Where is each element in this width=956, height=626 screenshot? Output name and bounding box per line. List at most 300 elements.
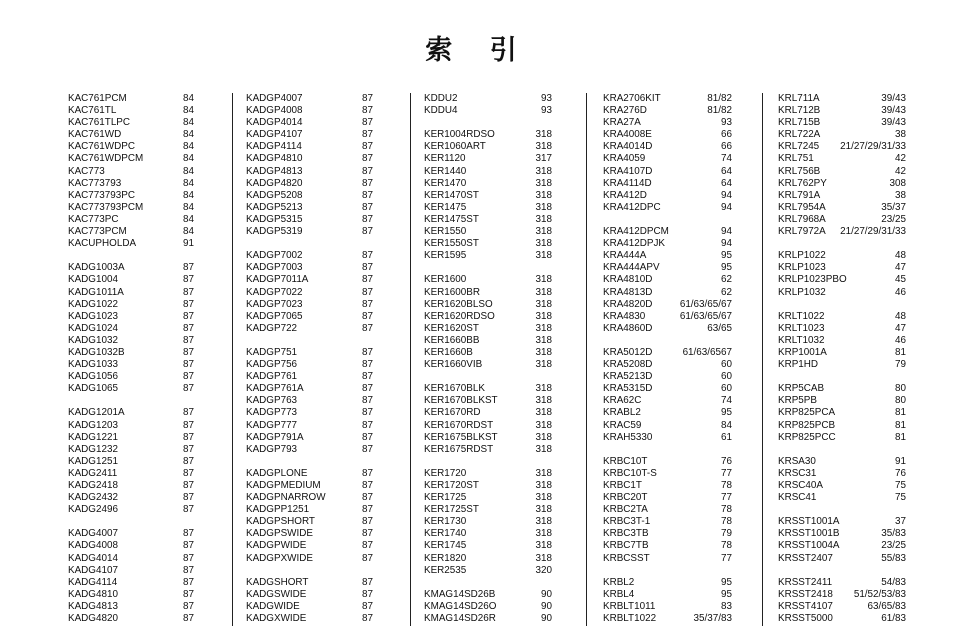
index-entry [603, 540, 732, 552]
index-entry [68, 456, 194, 468]
product-code: KRAC59 [603, 419, 642, 431]
group-spacer [424, 117, 552, 129]
product-code: KRA444A [603, 250, 647, 262]
product-code: KRP5CAB [778, 383, 825, 395]
product-code: KER1660BB [424, 334, 480, 346]
product-code: KAC773793 [68, 177, 122, 189]
page-number: 87 [362, 322, 373, 334]
product-code: KADGP791A [246, 431, 304, 443]
index-entry [603, 311, 732, 323]
index-entry [68, 480, 194, 492]
index-entry [778, 178, 906, 190]
index-entry [603, 250, 732, 262]
page-number: 21/27/29/31/33 [840, 226, 906, 238]
page-number: 94 [721, 238, 732, 250]
product-code: KER1470ST [424, 189, 479, 201]
index-entry [603, 226, 732, 238]
index-entry [246, 250, 373, 262]
page-number: 318 [535, 129, 552, 141]
index-entry [68, 141, 194, 153]
page-number: 84 [721, 419, 732, 431]
index-entry [424, 504, 552, 516]
page-number: 39/43 [881, 117, 906, 129]
product-code: KRA276D [603, 105, 647, 117]
product-code: KRA4820D [603, 298, 653, 310]
page-number: 318 [535, 540, 552, 552]
page-number: 87 [183, 274, 194, 286]
product-code: KER1725 [424, 492, 467, 504]
page-number: 318 [535, 504, 552, 516]
index-entry [778, 105, 906, 117]
page-number: 78 [721, 516, 732, 528]
product-code: KRLT1023 [778, 322, 825, 334]
page-number: 39/43 [881, 105, 906, 117]
page-number: 318 [535, 492, 552, 504]
product-code: KADGP7023 [246, 298, 303, 310]
index-entry [424, 166, 552, 178]
page-number: 87 [362, 576, 373, 588]
product-code: KRA4860D [603, 322, 653, 334]
index-entry [778, 190, 906, 202]
index-entry [778, 395, 906, 407]
page-number: 318 [535, 165, 552, 177]
page-number: 76 [895, 467, 906, 479]
product-code: KRA5315D [603, 383, 653, 395]
page-title: 索 引 [425, 35, 531, 66]
page-number: 87 [183, 286, 194, 298]
page-number: 80 [895, 383, 906, 395]
page-number: 93 [721, 117, 732, 129]
product-code: KADGP4810 [246, 153, 303, 165]
product-code: KRL7245 [778, 141, 820, 153]
index-entry [68, 504, 194, 516]
group-spacer [68, 395, 194, 407]
page-number: 87 [183, 455, 194, 467]
product-code: KADGP4114 [246, 141, 302, 153]
product-code: KADG1232 [68, 443, 118, 455]
product-code: KRSST2407 [778, 552, 833, 564]
index-entry [778, 553, 906, 565]
page-number: 318 [535, 359, 552, 371]
page-number: 87 [183, 334, 194, 346]
index-entry [246, 420, 373, 432]
group-spacer [778, 299, 906, 311]
product-code: KER1475ST [424, 213, 479, 225]
page-number: 21/27/29/31/33 [840, 141, 906, 153]
page-number: 42 [895, 165, 906, 177]
group-spacer [424, 577, 552, 589]
page-number: 87 [362, 540, 373, 552]
index-entry [246, 141, 373, 153]
page-number: 87 [362, 467, 373, 479]
index-entry [603, 516, 732, 528]
page-number: 84 [183, 201, 194, 213]
product-code: KRA444APV [603, 262, 660, 274]
index-entry [68, 299, 194, 311]
product-code: KADGSWIDE [246, 588, 307, 600]
index-entry [778, 601, 906, 613]
page-number: 318 [535, 238, 552, 250]
product-code: KRSST2418 [778, 588, 833, 600]
index-entry [424, 468, 552, 480]
product-code: KER1730 [424, 516, 467, 528]
page-number: 318 [535, 528, 552, 540]
page-number: 87 [362, 262, 373, 274]
product-code: KADGWIDE [246, 600, 300, 612]
product-code: KADGPWIDE [246, 540, 307, 552]
index-entry [424, 395, 552, 407]
page-number: 61/63/6567 [682, 346, 732, 358]
product-code: KADGP4813 [246, 165, 303, 177]
index-entry [246, 190, 373, 202]
index-column-1 [68, 93, 194, 625]
product-code: KRP825PCA [778, 407, 836, 419]
index-entry [424, 299, 552, 311]
page-number: 87 [362, 105, 373, 117]
index-entry [424, 178, 552, 190]
page-number: 87 [362, 177, 373, 189]
column-divider [586, 93, 587, 626]
product-code: KADG4810 [68, 588, 118, 600]
index-entry [603, 468, 732, 480]
product-code: KRA412DPJK [603, 238, 666, 250]
page-number: 23/25 [881, 213, 906, 225]
product-code: KER1475 [424, 201, 467, 213]
product-code: KER1595 [424, 250, 467, 262]
page-number: 87 [362, 201, 373, 213]
index-entry [424, 274, 552, 286]
page-number: 87 [362, 516, 373, 528]
index-entry [68, 93, 194, 105]
page-number: 87 [183, 322, 194, 334]
index-entry [68, 214, 194, 226]
page-number: 87 [362, 298, 373, 310]
index-entry [424, 613, 552, 625]
page-number: 87 [362, 528, 373, 540]
page-number: 87 [362, 588, 373, 600]
group-spacer [424, 371, 552, 383]
product-code: KADGP4007 [246, 93, 303, 104]
page-number: 87 [362, 383, 373, 395]
page-number: 81 [895, 346, 906, 358]
product-code: KRL722A [778, 129, 821, 141]
page-number: 87 [362, 226, 373, 238]
index-entry [424, 565, 552, 577]
page-number: 318 [535, 383, 552, 395]
page-number: 87 [183, 310, 194, 322]
page-number: 87 [362, 141, 373, 153]
product-code: KRP825PCB [778, 419, 836, 431]
index-entry [68, 238, 194, 250]
group-spacer [424, 262, 552, 274]
page-number: 318 [535, 431, 552, 443]
product-code: KMAG14SD26B [424, 588, 496, 600]
page-number: 87 [362, 250, 373, 262]
group-spacer [68, 250, 194, 262]
index-entry [68, 468, 194, 480]
index-entry [68, 492, 194, 504]
index-entry [603, 383, 732, 395]
index-entry [246, 492, 373, 504]
product-code: KADG1251 [68, 455, 118, 467]
product-code: KADGP5319 [246, 226, 303, 238]
product-code: KRSC40A [778, 480, 824, 491]
index-entry [424, 528, 552, 540]
index-entry [424, 383, 552, 395]
index-entry [68, 553, 194, 565]
page-number: 87 [183, 480, 194, 491]
index-column-5 [778, 93, 906, 625]
product-code: KRBC10T [603, 455, 648, 467]
page-number: 87 [362, 310, 373, 322]
product-code: KADGP7022 [246, 286, 303, 298]
product-code: KER2535 [424, 564, 467, 576]
product-code: KRA4014D [603, 141, 653, 153]
product-code: KRA4107D [603, 165, 653, 177]
index-entry [68, 287, 194, 299]
index-entry [603, 589, 732, 601]
product-code: KADG1032B [68, 346, 125, 358]
product-code: KER1440 [424, 165, 467, 177]
index-entry [778, 516, 906, 528]
product-code: KRA412D [603, 189, 647, 201]
product-code: KADG4008 [68, 540, 118, 552]
product-code: KRL712B [778, 105, 821, 117]
index-entry [603, 323, 732, 335]
page-number: 318 [535, 443, 552, 455]
product-code: KRA5208D [603, 359, 653, 371]
index-entry [603, 190, 732, 202]
page-number: 87 [183, 492, 194, 504]
product-code: KAC773 [68, 165, 105, 177]
index-entry [246, 347, 373, 359]
index-entry [603, 456, 732, 468]
page-number: 95 [721, 250, 732, 262]
index-entry [68, 190, 194, 202]
page-number: 87 [183, 346, 194, 358]
page-number: 87 [362, 480, 373, 491]
product-code: KADGPSHORT [246, 516, 315, 528]
product-code: KADGP761 [246, 371, 298, 383]
page-number: 75 [895, 492, 906, 504]
product-code: KADGPLONE [246, 467, 308, 479]
page-number: 318 [535, 177, 552, 189]
page-number: 87 [183, 600, 194, 612]
page-number: 84 [183, 117, 194, 129]
page-number: 87 [183, 298, 194, 310]
index-entry [246, 117, 373, 129]
page-number: 46 [895, 334, 906, 346]
page-number: 48 [895, 250, 906, 262]
index-entry [778, 262, 906, 274]
index-entry [246, 214, 373, 226]
index-entry [246, 299, 373, 311]
product-code: KRSST2411 [778, 576, 833, 588]
index-entry [246, 395, 373, 407]
page-number: 87 [183, 407, 194, 419]
index-entry [246, 202, 373, 214]
index-entry [246, 311, 373, 323]
group-spacer [246, 335, 373, 347]
index-entry [603, 432, 732, 444]
index-entry [424, 347, 552, 359]
index-entry [246, 601, 373, 613]
page-number: 84 [183, 105, 194, 117]
index-entry [778, 456, 906, 468]
page-number: 87 [362, 93, 373, 104]
page-number: 90 [541, 600, 552, 612]
page-number: 318 [535, 334, 552, 346]
product-code: KADGP5208 [246, 189, 303, 201]
product-code: KAC761PCM [68, 93, 127, 104]
index-entry [246, 166, 373, 178]
product-code: KAC761TL [68, 105, 117, 117]
index-entry [603, 141, 732, 153]
product-code: KADGP777 [246, 419, 298, 431]
index-entry [246, 407, 373, 419]
index-entry [778, 359, 906, 371]
index-entry [424, 129, 552, 141]
index-entry [246, 226, 373, 238]
product-code: KRBLT1011 [603, 600, 656, 612]
product-code: KRBC20T [603, 492, 648, 504]
product-code: KRABL2 [603, 407, 641, 419]
product-code: KER1675BLKST [424, 431, 498, 443]
page-number: 75 [895, 480, 906, 491]
index-entry [778, 589, 906, 601]
index-entry [778, 141, 906, 153]
page-number: 74 [721, 395, 732, 407]
index-entry [424, 250, 552, 262]
index-entry [246, 480, 373, 492]
page-number: 77 [721, 492, 732, 504]
page-number: 87 [362, 419, 373, 431]
product-code: KRL711A [778, 93, 820, 104]
page-number: 87 [362, 165, 373, 177]
page-number: 78 [721, 504, 732, 516]
product-code: KRSST1001B [778, 528, 840, 540]
index-entry [603, 166, 732, 178]
column-divider [410, 93, 411, 626]
page-number: 84 [183, 177, 194, 189]
index-entry [603, 287, 732, 299]
product-code: KRLP1032 [778, 286, 826, 298]
product-code: KAC773793PCM [68, 201, 144, 213]
product-code: KADGP4820 [246, 177, 303, 189]
product-code: KADGP773 [246, 407, 298, 419]
index-entry [778, 528, 906, 540]
page-number: 61/63/65/67 [679, 310, 732, 322]
page-number: 318 [535, 516, 552, 528]
product-code: KER1620ST [424, 322, 479, 334]
product-code: KRSST5000 [778, 613, 833, 625]
index-entry [603, 577, 732, 589]
page-number: 87 [362, 286, 373, 298]
page-number: 81 [895, 407, 906, 419]
product-code: KER1670BLK [424, 383, 485, 395]
product-code: KDDU2 [424, 93, 458, 104]
index-entry [68, 117, 194, 129]
page-number: 90 [541, 613, 552, 625]
page-number: 90 [541, 588, 552, 600]
page-number: 35/37/83 [693, 613, 732, 625]
page-number: 87 [183, 528, 194, 540]
page-number: 95 [721, 576, 732, 588]
page-number: 77 [721, 467, 732, 479]
product-code: KRA4114D [603, 177, 652, 189]
product-code: KRL791A [778, 189, 821, 201]
product-code: KADGP4014 [246, 117, 303, 129]
index-entry [603, 528, 732, 540]
group-spacer [778, 444, 906, 456]
product-code: KADG1065 [68, 383, 118, 395]
index-entry [424, 141, 552, 153]
product-code: KRA5213D [603, 371, 653, 383]
product-code: KRA4059 [603, 153, 646, 165]
product-code: KRBL4 [603, 588, 635, 600]
product-code: KRA4813D [603, 286, 653, 298]
product-code: KADG4007 [68, 528, 118, 540]
index-entry [778, 287, 906, 299]
product-code: KADG2432 [68, 492, 118, 504]
page-number: 84 [183, 165, 194, 177]
page-number: 63/65/83 [867, 600, 906, 612]
product-code: KRP1HD [778, 359, 819, 371]
page-number: 87 [362, 189, 373, 201]
product-code: KRSST1004A [778, 540, 840, 552]
page-number: 80 [895, 395, 906, 407]
product-code: KADGSHORT [246, 576, 309, 588]
page-number: 54/83 [881, 576, 906, 588]
page-number: 47 [895, 262, 906, 274]
page-number: 84 [183, 93, 194, 104]
product-code: KADG1023 [68, 310, 118, 322]
product-code: KADGP7003 [246, 262, 303, 274]
group-spacer [68, 516, 194, 528]
index-entry [68, 432, 194, 444]
page-number: 318 [535, 395, 552, 407]
index-entry [424, 553, 552, 565]
page-number: 318 [535, 467, 552, 479]
page-number: 95 [721, 407, 732, 419]
product-code: KADG4820 [68, 613, 118, 625]
product-code: KER1720ST [424, 480, 479, 491]
index-entry [246, 613, 373, 625]
product-code: KADGP7065 [246, 310, 303, 322]
product-code: KAC761TLPC [68, 117, 131, 129]
index-entry [778, 407, 906, 419]
page-number: 87 [183, 504, 194, 516]
page-number: 84 [183, 129, 194, 141]
product-code: KADGP761A [246, 383, 304, 395]
product-code: KADG1004 [68, 274, 118, 286]
index-entry [424, 540, 552, 552]
product-code: KRLP1023 [778, 262, 826, 274]
group-spacer [778, 238, 906, 250]
page-number: 87 [183, 552, 194, 564]
page-number: 318 [535, 419, 552, 431]
index-entry [424, 601, 552, 613]
product-code: KADGP5213 [246, 201, 303, 213]
index-entry [778, 166, 906, 178]
group-spacer [246, 238, 373, 250]
index-entry [603, 347, 732, 359]
index-entry [246, 553, 373, 565]
column-divider [762, 93, 763, 626]
page-number: 87 [183, 359, 194, 371]
page-number: 87 [362, 552, 373, 564]
page-number: 318 [535, 189, 552, 201]
